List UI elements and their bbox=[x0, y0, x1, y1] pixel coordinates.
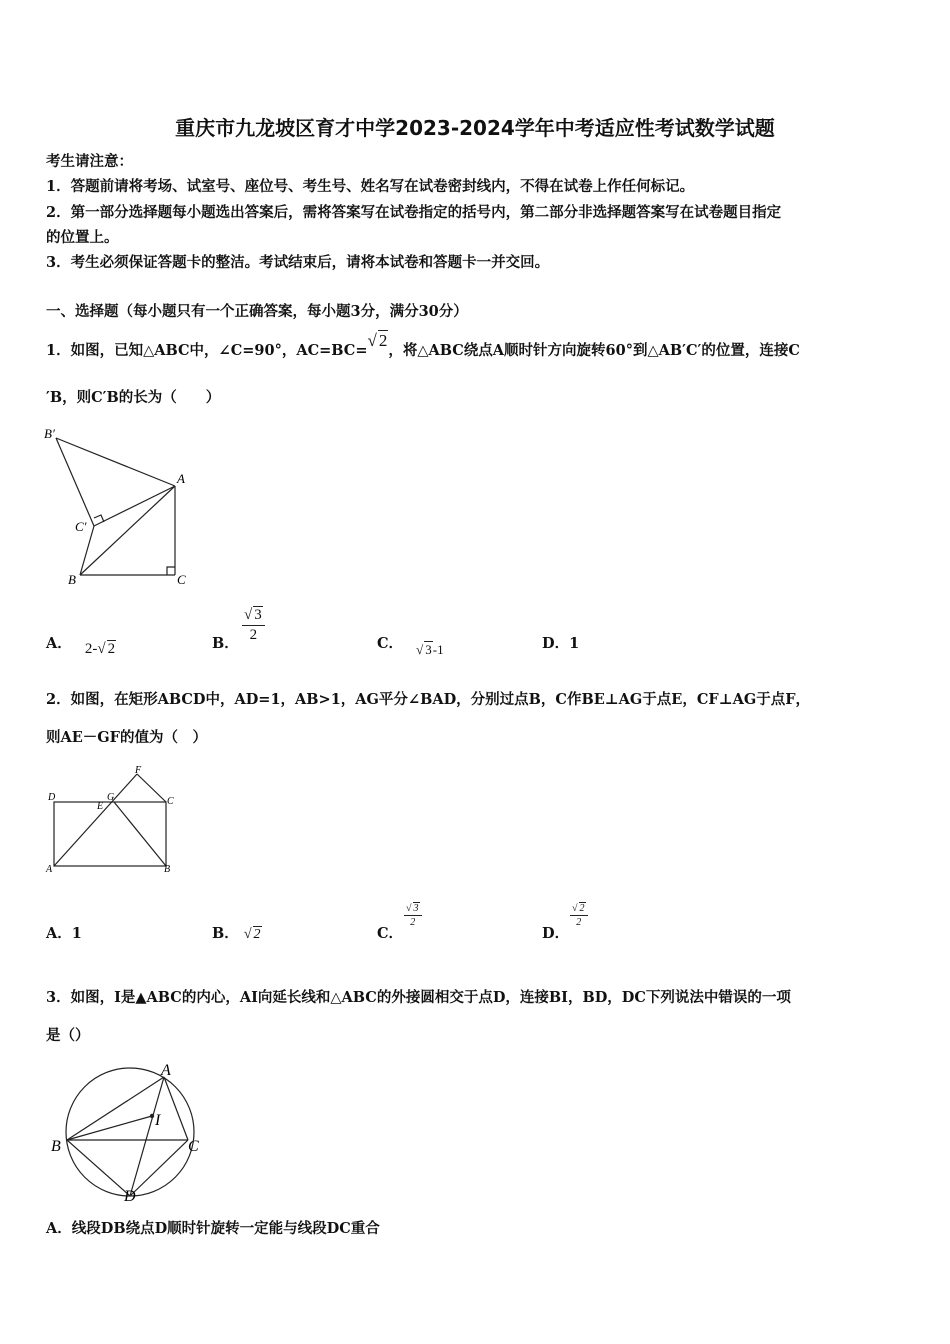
q1-label-bp: B′ bbox=[44, 426, 55, 441]
q1-option-c-value: √ 3-1 bbox=[416, 642, 444, 657]
q1-option-c-post: -1 bbox=[432, 642, 444, 657]
q2-option-b-label: B． bbox=[212, 925, 239, 942]
q1-figure bbox=[40, 422, 200, 596]
notice-item-1: 1．答题前请将考场、试室号、座位号、考生号、姓名写在试卷密封线内，不得在试卷上作任何标记。 bbox=[46, 178, 695, 195]
page-title: 重庆市九龙坡区育才中学2023-2024学年中考适应性考试数学试题 bbox=[175, 116, 775, 140]
q1-seg-b-a bbox=[80, 486, 175, 575]
q3-seg-a-c bbox=[164, 1077, 188, 1140]
q1-label-b: B bbox=[68, 572, 76, 587]
q2-label-f: F bbox=[135, 765, 142, 776]
q1-seg-cp-a bbox=[94, 486, 175, 526]
q2-option-c-den: 2 bbox=[410, 917, 416, 928]
q2-label-e: E bbox=[97, 801, 104, 812]
q3-stem-line1: 3．如图，I是▲ABC的内心，AI向延长线和△ABC的外接圆相交于点D，连接BI，BD，DC下列说法中错误的一项 bbox=[46, 989, 791, 1006]
q1-right-angle-c bbox=[167, 567, 175, 575]
q2-label-b: B bbox=[164, 864, 171, 875]
q1-right-angle-cp bbox=[94, 515, 104, 522]
q1-option-b[interactable] bbox=[212, 632, 239, 653]
q2-stem-line1: 2．如图，在矩形ABCD中，AD=1，AB>1，AG平分∠BAD，分别过点B，C作BE⊥AG于点E，CF⊥AG于点F， bbox=[46, 691, 811, 708]
q2-figure bbox=[40, 760, 190, 884]
q3-stem-line2: 是（） bbox=[46, 1027, 90, 1044]
q2-seg-e-b bbox=[114, 802, 166, 866]
q2-option-d-num: 2 bbox=[579, 903, 585, 914]
q1-option-d-value: 1 bbox=[569, 635, 580, 652]
q1-option-a-label: A． bbox=[46, 635, 72, 652]
q1-option-c-rad: 3 bbox=[425, 642, 432, 657]
q3-label-c: C bbox=[188, 1138, 199, 1155]
q2-label-a: A bbox=[46, 864, 53, 875]
q3-seg-a-d bbox=[130, 1077, 164, 1196]
q1-option-d[interactable] bbox=[542, 632, 579, 653]
q3-seg-b-a bbox=[67, 1077, 164, 1140]
q2-option-a[interactable] bbox=[46, 922, 82, 943]
q2-option-d[interactable] bbox=[542, 922, 569, 943]
q2-option-c-label: C． bbox=[377, 925, 404, 942]
q2-option-d-label: D． bbox=[542, 925, 570, 942]
q1-label-cp: C′ bbox=[75, 519, 87, 534]
q1-option-d-label: D． bbox=[542, 635, 570, 652]
q1-stem-line1 bbox=[46, 331, 800, 361]
q1-option-b-num: 3 bbox=[254, 607, 262, 623]
q1-stem-part1: 1．如图，已知△ABC中，∠C=90°，AC=BC= bbox=[46, 342, 368, 359]
q1-option-b-value: $\frac{√ 3}{2}$ bbox=[242, 606, 265, 644]
q1-option-b-den: 2 bbox=[249, 627, 258, 643]
q1-sqrt2-radicand: 2 bbox=[378, 331, 388, 350]
q3-option-a[interactable]: A．线段DB绕点D顺时针旋转一定能与线段DC重合 bbox=[46, 1220, 380, 1237]
q2-label-g: G bbox=[107, 792, 115, 803]
q2-option-a-label: A． bbox=[46, 925, 72, 942]
q3-seg-b-i bbox=[67, 1116, 152, 1140]
q3-label-a: A bbox=[161, 1062, 171, 1079]
q1-stem-part2: ，将△ABC绕点A顺时针方向旋转60°到△AB′C′的位置，连接C bbox=[388, 342, 800, 359]
q2-label-d: D bbox=[48, 792, 56, 803]
q2-option-b[interactable] bbox=[212, 922, 262, 943]
notice-heading: 考生请注意： bbox=[46, 153, 133, 170]
q2-label-c: C bbox=[167, 796, 174, 807]
q2-seg-a-f bbox=[54, 774, 137, 866]
q2-seg-f-c bbox=[137, 774, 166, 802]
q2-stem-line2: 则AE－GF的值为（ ） bbox=[46, 729, 207, 746]
q1-stem-line2: ′B，则C′B的长为（ ） bbox=[46, 389, 221, 406]
q3-figure bbox=[48, 1060, 218, 1214]
q2-rectangle bbox=[54, 802, 166, 866]
q2-option-a-value: 1 bbox=[71, 925, 82, 942]
q2-option-d-den: 2 bbox=[576, 917, 582, 928]
q2-option-c[interactable] bbox=[377, 922, 403, 943]
section-heading: 一、选择题（每小题只有一个正确答案，每小题3分，满分30分） bbox=[46, 303, 468, 320]
q1-option-b-label: B． bbox=[212, 635, 239, 652]
q3-label-b: B bbox=[51, 1138, 61, 1155]
notice-item-2: 2．第一部分选择题每小题选出答案后，需将答案写在试卷指定的括号内，第二部分非选择题答案写在试卷题目指定 bbox=[46, 204, 782, 221]
q1-option-a-value: 2-√ 2 bbox=[84, 641, 116, 657]
q1-sqrt2: √ 2 bbox=[367, 331, 388, 350]
q2-option-b-rad: 2 bbox=[253, 927, 261, 942]
q3-seg-d-c bbox=[130, 1140, 188, 1196]
q1-option-c-label: C． bbox=[377, 635, 404, 652]
q1-label-a: A bbox=[177, 471, 185, 486]
notice-item-3: 3．考生必须保证答题卡的整洁。考试结束后，请将本试卷和答题卡一并交回。 bbox=[46, 254, 550, 271]
q2-option-d-value: $\frac{√ 2}{2}$ bbox=[570, 902, 588, 928]
q1-label-c: C bbox=[177, 572, 186, 587]
q2-option-c-value: $\frac{√ 3}{2}$ bbox=[404, 902, 422, 928]
q3-label-i: I bbox=[155, 1112, 161, 1129]
q2-option-b-value: √ 2 bbox=[243, 927, 261, 942]
q3-point-i bbox=[150, 1114, 154, 1118]
q1-option-a-pre: 2- bbox=[84, 641, 98, 657]
notice-item-2-cont: 的位置上。 bbox=[46, 229, 119, 246]
q1-option-a-rad: 2 bbox=[107, 641, 116, 657]
q1-option-a[interactable] bbox=[46, 632, 116, 657]
q3-label-d: D bbox=[124, 1188, 136, 1205]
q2-option-c-num: 3 bbox=[413, 903, 419, 914]
q1-option-c[interactable] bbox=[377, 632, 444, 657]
q3-circumcircle bbox=[66, 1068, 194, 1196]
